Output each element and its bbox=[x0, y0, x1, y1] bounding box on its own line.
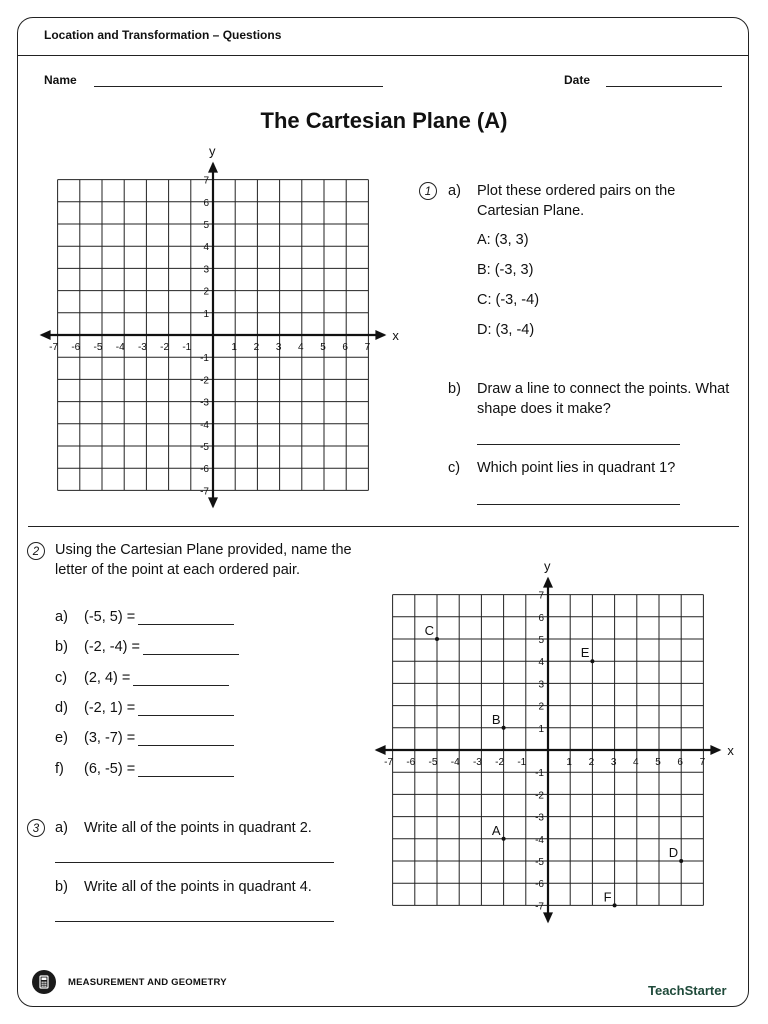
x-tick-label: 5 bbox=[320, 342, 326, 353]
y-axis-label: y bbox=[544, 558, 551, 574]
plane-2-axes bbox=[375, 559, 735, 924]
q2-answer-line[interactable] bbox=[138, 715, 234, 716]
q3-b-answer-line[interactable] bbox=[55, 921, 334, 922]
x-tick-label: 4 bbox=[298, 342, 304, 353]
point-label: B bbox=[491, 711, 501, 727]
q2-item-letter: f) bbox=[55, 760, 64, 777]
x-axis-label: x bbox=[392, 328, 399, 343]
y-tick-label: -7 bbox=[200, 486, 209, 498]
plotted-point bbox=[435, 637, 439, 641]
y-tick-label: 6 bbox=[203, 197, 209, 209]
cartesian-plane-2 bbox=[360, 555, 760, 925]
q2-item-pair: (6, -5) = bbox=[84, 760, 136, 777]
x-tick-label: -2 bbox=[495, 757, 505, 768]
q1-c-answer-line[interactable] bbox=[477, 504, 680, 505]
q1-pair-c: C: (-3, -4) bbox=[477, 292, 540, 308]
q2-item-pair: (-5, 5) = bbox=[84, 609, 136, 625]
q1-pair-a: A: (3, 3) bbox=[477, 232, 529, 248]
y-tick-label: -4 bbox=[535, 834, 544, 846]
x-tick-label: 6 bbox=[342, 342, 348, 353]
plotted-point bbox=[590, 659, 594, 663]
y-axis-up-arrow bbox=[208, 162, 218, 173]
date-label: Date bbox=[564, 73, 591, 87]
y-tick-label: 3 bbox=[203, 264, 209, 276]
y-tick-label: -3 bbox=[535, 812, 544, 824]
footer-subject: MEASUREMENT AND GEOMETRY bbox=[68, 977, 227, 988]
x-tick-label: 7 bbox=[364, 342, 371, 353]
x-axis-label: x bbox=[727, 743, 734, 758]
name-field[interactable] bbox=[94, 86, 383, 87]
x-tick-label: 5 bbox=[655, 757, 661, 768]
q1-pair-d: D: (3, -4) bbox=[477, 322, 535, 338]
y-axis-up-arrow bbox=[543, 577, 553, 588]
y-tick-label: 1 bbox=[538, 723, 544, 735]
x-tick-label: 3 bbox=[275, 342, 282, 353]
x-tick-label: -4 bbox=[115, 342, 125, 353]
q1-pair-b: B: (-3, 3) bbox=[477, 262, 534, 278]
y-tick-label: -5 bbox=[535, 857, 544, 868]
y-tick-label: 4 bbox=[203, 242, 209, 254]
q2-item-letter: d) bbox=[55, 699, 68, 716]
x-tick-label: -5 bbox=[428, 757, 438, 768]
y-tick-label: -1 bbox=[200, 353, 209, 365]
x-axis-left-arrow bbox=[375, 745, 386, 755]
point-label: D bbox=[668, 845, 679, 860]
point-label: E bbox=[580, 645, 590, 661]
plotted-point bbox=[502, 837, 506, 841]
y-tick-label: -1 bbox=[535, 768, 544, 780]
x-tick-label: 2 bbox=[588, 757, 595, 768]
date-field[interactable] bbox=[606, 86, 722, 87]
q2-answer-line[interactable] bbox=[133, 685, 229, 686]
point-label: A bbox=[491, 822, 501, 838]
q2-item-pair: (-2, 1) = bbox=[84, 699, 136, 716]
page-title: The Cartesian Plane (A) bbox=[260, 108, 508, 133]
worksheet-header-title: Location and Transformation – Questions bbox=[44, 28, 282, 42]
q3-a-answer-line[interactable] bbox=[55, 862, 334, 863]
q2-item-pair: (3, -7) = bbox=[84, 730, 136, 747]
x-tick-label: -2 bbox=[160, 342, 170, 353]
y-tick-label: -2 bbox=[535, 790, 544, 802]
plotted-point bbox=[502, 726, 506, 730]
x-tick-label: -6 bbox=[71, 342, 81, 353]
x-tick-label: 3 bbox=[610, 757, 617, 768]
q2-item-letter: a) bbox=[55, 609, 68, 625]
x-tick-label: -1 bbox=[182, 342, 192, 353]
x-axis-left-arrow bbox=[40, 330, 51, 340]
question-3-number: 3 bbox=[27, 819, 45, 837]
q3-a-letter: a) bbox=[55, 820, 68, 836]
cartesian-plane-1[interactable] bbox=[28, 145, 413, 515]
y-tick-label: 5 bbox=[538, 635, 544, 646]
y-axis-down-arrow bbox=[543, 912, 553, 923]
q2-item-pair: (2, 4) = bbox=[84, 669, 131, 686]
q3-a-text: Write all of the points in quadrant 2. bbox=[84, 820, 312, 836]
x-tick-label: -5 bbox=[93, 342, 103, 353]
question-2-number: 2 bbox=[27, 542, 45, 560]
q2-item-letter: e) bbox=[55, 730, 68, 747]
point-label: C bbox=[424, 623, 434, 638]
y-axis-label: y bbox=[209, 145, 216, 159]
y-tick-label: 3 bbox=[538, 679, 544, 691]
q1-c-text: Which point lies in quadrant 1? bbox=[477, 460, 676, 476]
x-tick-label: 7 bbox=[699, 757, 706, 768]
x-tick-label: 2 bbox=[253, 342, 260, 353]
y-tick-label: -7 bbox=[535, 901, 544, 913]
y-tick-label: -5 bbox=[200, 442, 209, 453]
q1-a-letter: a) bbox=[448, 183, 461, 199]
q2-answer-line[interactable] bbox=[138, 745, 234, 746]
x-tick-label: 6 bbox=[677, 757, 683, 768]
y-tick-label: -6 bbox=[200, 464, 209, 476]
point-label: F bbox=[603, 889, 612, 905]
y-axis-down-arrow bbox=[208, 497, 218, 508]
x-tick-label: 1 bbox=[566, 757, 572, 768]
x-tick-label: -3 bbox=[472, 757, 482, 768]
question-1-number: 1 bbox=[419, 182, 437, 200]
plane-2-points bbox=[425, 623, 684, 907]
plane-1-axes bbox=[40, 145, 400, 508]
plotted-point bbox=[613, 903, 617, 907]
y-tick-label: 2 bbox=[203, 286, 209, 298]
y-tick-label: -6 bbox=[535, 879, 544, 891]
x-tick-label: -7 bbox=[384, 757, 394, 768]
q2-answer-line[interactable] bbox=[143, 654, 239, 655]
y-tick-label: 4 bbox=[538, 657, 544, 669]
y-tick-label: 2 bbox=[538, 701, 544, 713]
x-tick-label: -6 bbox=[406, 757, 416, 768]
q2-answer-line[interactable] bbox=[138, 624, 234, 625]
section-divider bbox=[28, 526, 739, 527]
y-tick-label: 6 bbox=[538, 612, 544, 624]
x-axis-right-arrow bbox=[710, 745, 721, 755]
y-tick-label: -4 bbox=[200, 419, 209, 431]
x-tick-label: -4 bbox=[450, 757, 460, 768]
q1-b-letter: b) bbox=[448, 381, 461, 397]
q1-b-text: Draw a line to connect the points. What shape does it make? bbox=[477, 381, 730, 417]
q2-text: Using the Cartesian Plane provided, name the letter of the point at each ordered pair. bbox=[55, 542, 352, 578]
x-tick-label: -3 bbox=[137, 342, 147, 353]
q2-answer-line[interactable] bbox=[138, 776, 234, 777]
y-tick-label: 7 bbox=[203, 175, 209, 187]
calculator-icon bbox=[32, 970, 56, 994]
q2-item-pair: (-2, -4) = bbox=[84, 639, 140, 656]
x-tick-label: -7 bbox=[49, 342, 59, 353]
plotted-point bbox=[679, 859, 683, 863]
y-tick-label: 5 bbox=[203, 220, 209, 231]
q3-b-text: Write all of the points in quadrant 4. bbox=[84, 879, 312, 895]
y-tick-label: 7 bbox=[538, 590, 544, 602]
y-tick-label: -3 bbox=[200, 397, 209, 409]
y-tick-label: 1 bbox=[203, 308, 209, 320]
q1-b-answer-line[interactable] bbox=[477, 444, 680, 445]
brand-logo: TeachStarter bbox=[648, 983, 727, 998]
q2-item-letter: b) bbox=[55, 639, 68, 656]
x-tick-label: -1 bbox=[517, 757, 527, 768]
q1-a-text: Plot these ordered pairs on the Cartesian Plane. bbox=[477, 183, 676, 219]
name-label: Name bbox=[44, 73, 77, 87]
q3-b-letter: b) bbox=[55, 879, 68, 895]
header-divider bbox=[18, 55, 749, 56]
x-axis-right-arrow bbox=[375, 330, 386, 340]
q2-item-letter: c) bbox=[55, 669, 68, 686]
y-tick-label: -2 bbox=[200, 375, 209, 387]
q1-c-letter: c) bbox=[448, 460, 461, 476]
x-tick-label: 1 bbox=[231, 342, 237, 353]
x-tick-label: 4 bbox=[633, 757, 639, 768]
